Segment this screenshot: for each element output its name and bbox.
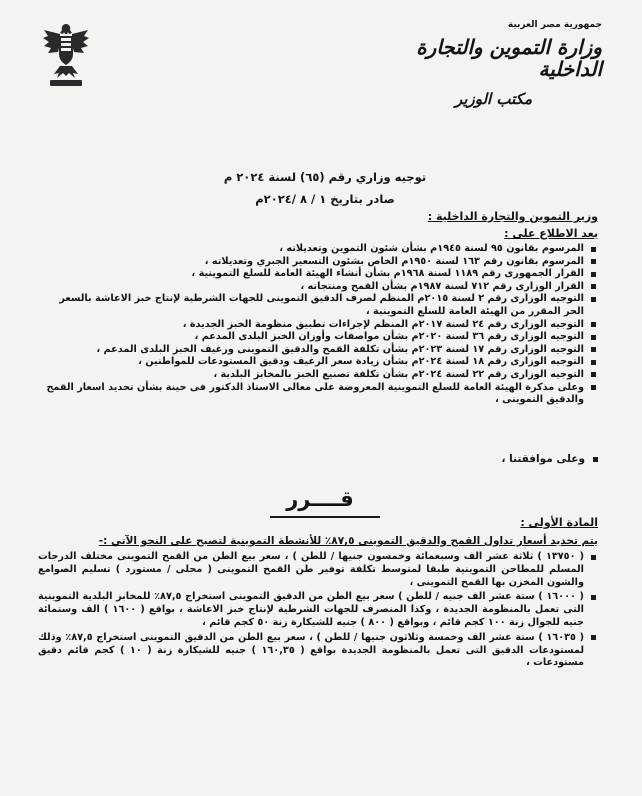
list-item: التوجيه الوزارى رقم ٣٦ لسنة ٢٠٢٠م بشأن مواصفات وأوزان الخبز البلدى المدعم ، (38, 331, 598, 344)
list-item: التوجيه الوزارى رقم ٢٢ لسنة ٢٠٢٤م بشأن تكلفة تصنيع الخبز بالمخابز البلدية ، (38, 369, 598, 382)
approval-line: وعلى موافقتنا ، (501, 453, 598, 465)
list-item: التوجيه الوزارى رقم ١٧ لسنة ٢٠٢٣م بشأن تكلفة القمح والدقيق التموينى ورغيف الخبز البلدى المدعم ، (38, 344, 598, 357)
article-one-heading: المادة الأولى : (520, 516, 598, 529)
decision-underline (270, 516, 380, 518)
office-name: مكتب الوزير (455, 90, 532, 108)
decision-heading: قــــرر (286, 487, 354, 511)
price-clauses (38, 551, 598, 672)
list-item: المرسوم بقانون رقم ١٦٣ لسنة ١٩٥٠م الخاص بشئون التسعير الجبري وتعديلاته ، (38, 256, 598, 269)
price-clause: ( ١٦٠٣٥ ) ستة عشر الف وخمسة وثلاثون جنيها / للطن ) ، سعر بيع الطن من الدقيق التموينى استخراج ٨٧,٥٪ وذلك لمستودعات الدقيق التى تعمل بالمنظومة الجديدة بواقع ( ١٦٠,٣٥ ) جنيه للشيكارة زنة ( ١٠ ) كجم قائم دقيق مستودعات ، (38, 632, 598, 670)
review-list (38, 243, 598, 407)
ministry-name: وزارة التموين والتجارة الداخلية (416, 35, 602, 81)
article-one-intro: يتم تحديد أسعار تداول القمح والدقيق التموينى ٨٧,٥٪ للأنشطة التموينية لتصبح على النحو الآتي :- (98, 535, 598, 547)
directive-title: توجيه وزاري رقم (٦٥) لسنة ٢٠٢٤ م (223, 170, 427, 184)
issue-date: صادر بتاريخ ١ / ٨ /٢٠٢٤م (255, 192, 395, 206)
letterhead (402, 20, 602, 108)
eagle-emblem-icon (40, 20, 92, 92)
list-item: وعلى مذكرة الهيئة العامة للسلع التموينية المعروضة على معالى الاستاذ الدكتور فى حينة بشأن تحديد اسعار القمح والدقيق التموينى ، (38, 382, 598, 407)
list-item: المرسوم بقانون ٩٥ لسنة ١٩٤٥م بشأن شئون التموين وتعديلاته ، (38, 243, 598, 256)
directive-title-block (200, 170, 450, 214)
price-clause: ( ١٣٧٥٠ ) ثلاثة عشر الف وسبعمائة وخمسون جنيها / للطن ) ، سعر بيع الطن من القمح التموينى مختلف الدرجات المسلم للمطاحن التموينية طبقا لمتوسط تكلفة توفير طن القمح التموينى ( محلى / مستورد ) تسليم الصوامع والشون المخزن بها القمح التموينى ، (38, 551, 598, 589)
list-item: التوجيه الوزارى رقم ٢ لسنة ٢٠١٥م المنظم لصرف الدقيق التموينى للجهات الشرطية لإنتاج خبز الاعاشة بالسعر الحر المقرر من الهيئة العامة للسلع التموينية ، (38, 293, 598, 318)
list-item: التوجيه الوزارى رقم ٢٤ لسنة ٢٠١٧م المنظم لإجراءات تطبيق منظومة الخبز الجديدة ، (38, 319, 598, 332)
republic-name: جمهورية مصر العربية (507, 20, 602, 30)
list-item: القرار الجمهورى رقم ١١٨٩ لسنة ١٩٦٨م بشأن أنشاء الهيئة العامة للسلع التموينية ، (38, 268, 598, 281)
review-heading: بعد الاطلاع على : (504, 227, 598, 240)
list-item: التوجيه الوزارى رقم ١٨ لسنة ٢٠٢٤م بشأن زيادة سعر الرغيف ودقيق المستودعات للمواطنين ، (38, 356, 598, 369)
list-item: القرار الوزارى رقم ٧١٢ لسنة ١٩٨٧م بشأن القمح ومنتجاته ، (38, 281, 598, 294)
minister-heading: وزير التموين والتجارة الداخلية : (427, 210, 598, 223)
price-clause: ( ١٦٠٠٠ ) ستة عشر الف جنيه / للطن ) سعر بيع الطن من الدقيق التموينى استخراج ٨٧,٥٪ للمخابز البلدية التموينية التى تعمل بالمنظومة الجديدة ، وكذا المنصرف للجهات الشرطية لإنتاج خبز الاعاشة ، بواقع ( ١٦٠٠ ) الف وستمائة جنيه للجوال زنة ١٠٠ كجم قائم ، وبواقع ( ٨٠٠ ) جنيه للشيكارة زنة ٥٠ كجم قائم ، (38, 591, 598, 629)
